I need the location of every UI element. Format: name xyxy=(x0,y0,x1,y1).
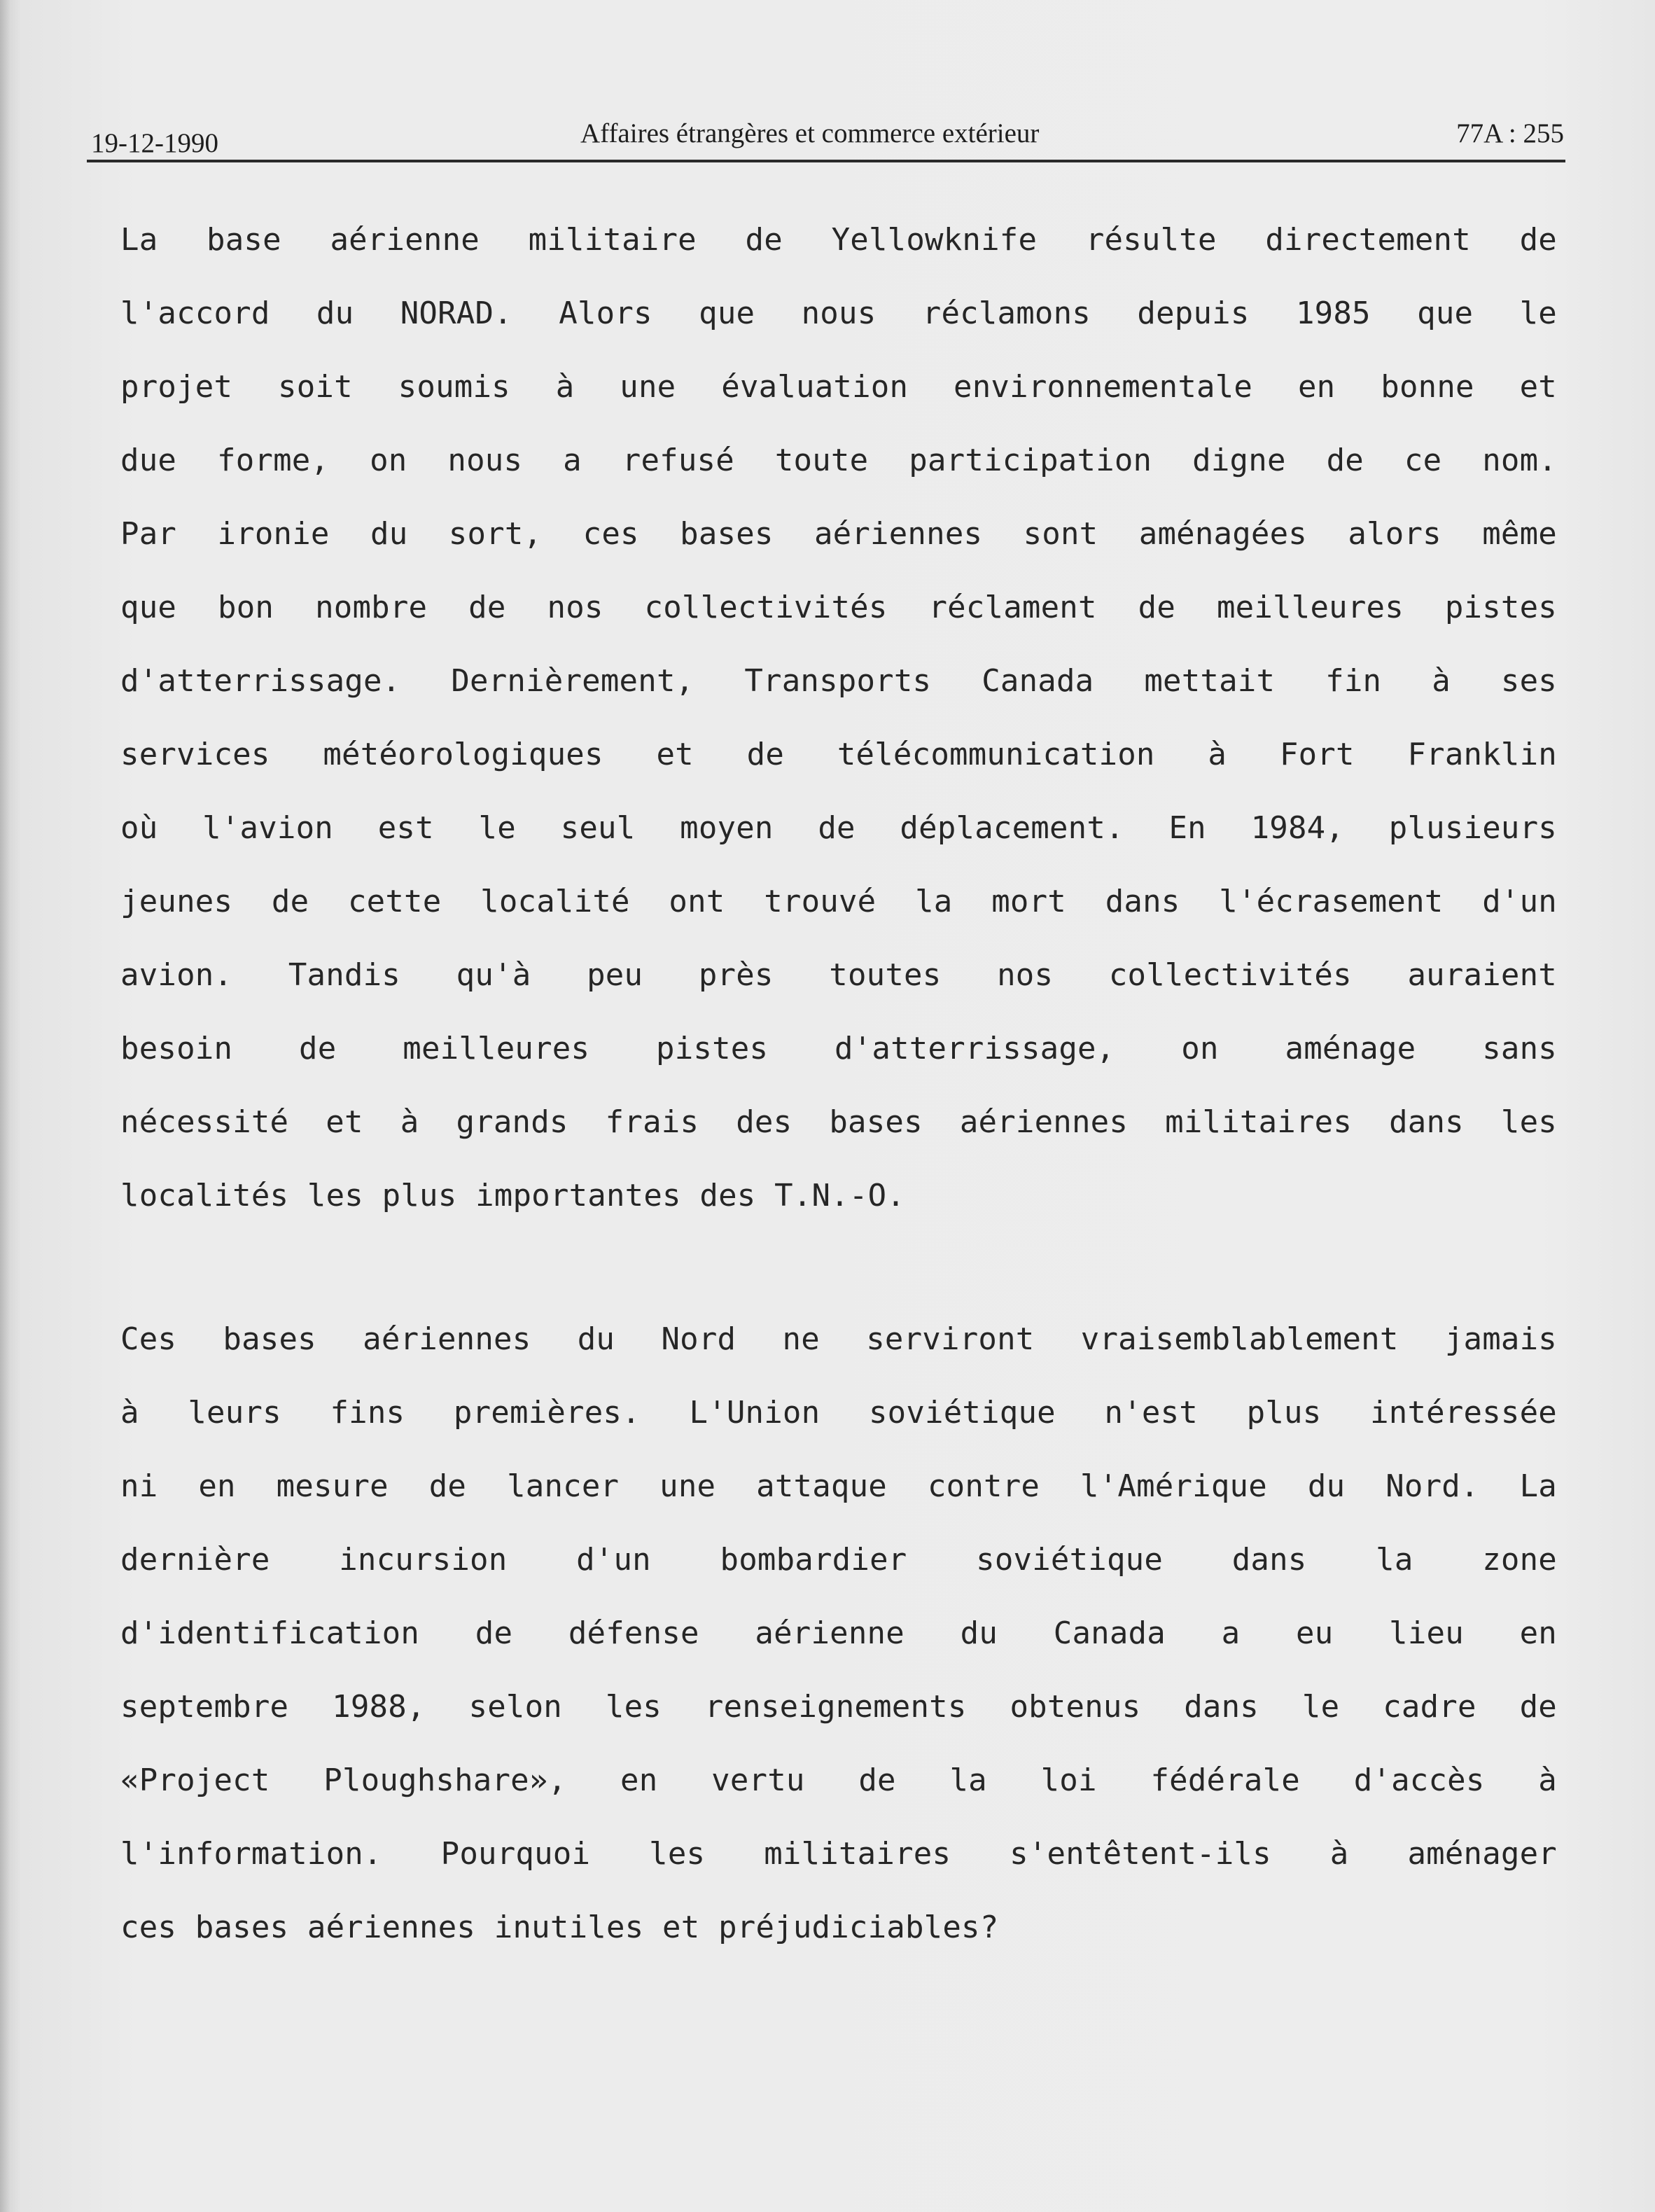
text-line: où l'avion est le seul moyen de déplacement. En 1984, plusieurs xyxy=(120,810,1557,846)
paragraph-2 xyxy=(120,1302,1557,1964)
text-line: d'identification de défense aérienne du Canada a eu lieu en xyxy=(120,1615,1557,1651)
text-line: dernière incursion d'un bombardier soviétique dans la zone xyxy=(120,1542,1557,1578)
text-line: que bon nombre de nos collectivités réclament de meilleures pistes xyxy=(120,590,1557,625)
text-line: l'information. Pourquoi les militaires s'entêtent-ils à aménager xyxy=(120,1836,1557,1872)
text-line: Par ironie du sort, ces bases aériennes sont aménagées alors même xyxy=(120,516,1557,552)
text-line: La base aérienne militaire de Yellowknife résulte directement de xyxy=(120,222,1557,258)
text-line: services météorologiques et de télécommunication à Fort Franklin xyxy=(120,737,1557,772)
paragraph-1 xyxy=(120,203,1557,1232)
header-date: 19-12-1990 xyxy=(91,128,218,158)
text-line: Ces bases aériennes du Nord ne serviront vraisemblablement jamais xyxy=(120,1321,1557,1357)
text-line: projet soit soumis à une évaluation environnementale en bonne et xyxy=(120,369,1557,405)
text-line: d'atterrissage. Dernièrement, Transports Canada mettait fin à ses xyxy=(120,663,1557,699)
page-left-edge xyxy=(0,0,10,2212)
text-line: localités les plus importantes des T.N.-O. xyxy=(120,1178,905,1213)
header-page-reference: 77A : 255 xyxy=(1456,118,1564,148)
page-header xyxy=(87,112,1564,161)
text-line: à leurs fins premières. L'Union soviétique n'est plus intéressée xyxy=(120,1395,1557,1431)
text-line: besoin de meilleures pistes d'atterrissage, on aménage sans xyxy=(120,1031,1557,1066)
header-title: Affaires étrangères et commerce extérieur xyxy=(580,118,1040,148)
text-line: l'accord du NORAD. Alors que nous réclamons depuis 1985 que le xyxy=(120,295,1557,331)
header-rule xyxy=(87,160,1565,162)
text-line: septembre 1988, selon les renseignements obtenus dans le cadre de xyxy=(120,1689,1557,1725)
text-line: ces bases aériennes inutiles et préjudiciables? xyxy=(120,1910,999,1945)
text-line: «Project Ploughshare», en vertu de la loi fédérale d'accès à xyxy=(120,1762,1557,1798)
text-line: avion. Tandis qu'à peu près toutes nos collectivités auraient xyxy=(120,957,1557,993)
text-line: jeunes de cette localité ont trouvé la mort dans l'écrasement d'un xyxy=(120,884,1557,919)
text-line: due forme, on nous a refusé toute participation digne de ce nom. xyxy=(120,443,1557,478)
text-line: ni en mesure de lancer une attaque contre l'Amérique du Nord. La xyxy=(120,1468,1557,1504)
text-line: nécessité et à grands frais des bases aériennes militaires dans les xyxy=(120,1104,1557,1140)
